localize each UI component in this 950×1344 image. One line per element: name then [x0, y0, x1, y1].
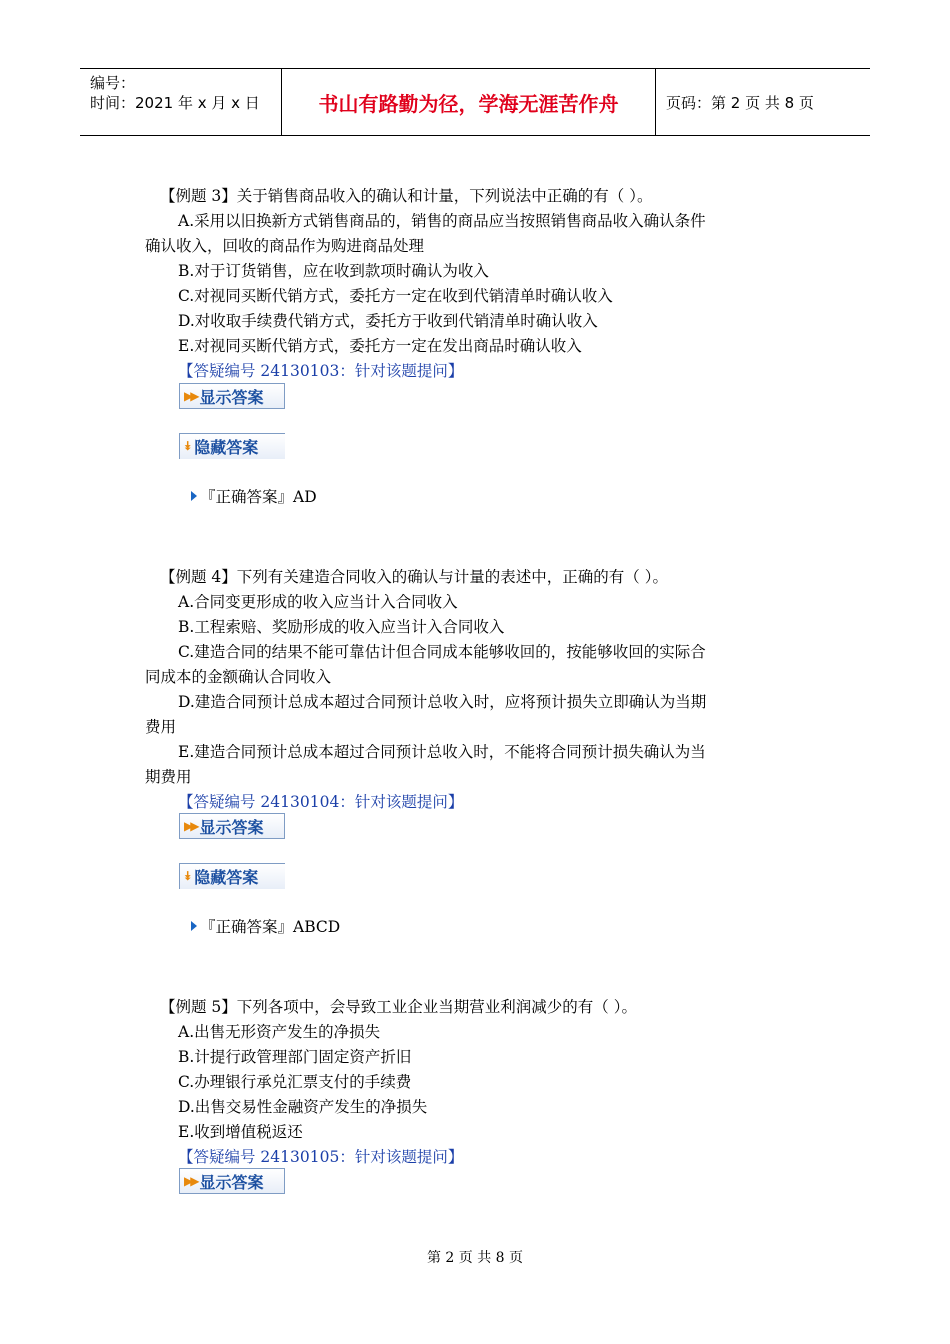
- page-header: [80, 68, 870, 136]
- q4-option-c: C.建造合同的结果不能可靠估计但合同成本能够收回的，按能够收回的实际合: [178, 643, 706, 661]
- q5-show-answer-button[interactable]: [179, 1168, 285, 1194]
- q3-ask-link[interactable]: 【答疑编号 24130103：针对该题提问】: [178, 362, 464, 380]
- q5-ask-link[interactable]: 【答疑编号 24130105：针对该题提问】: [178, 1148, 464, 1166]
- q4-option-d-cont: 费用: [145, 718, 177, 736]
- q4-option-e: E.建造合同预计总成本超过合同预计总收入时，不能将合同预计损失确认为当: [178, 743, 706, 761]
- header-meta: [80, 69, 282, 135]
- header-motto: 书山有路勤为径，学海无涯苦作舟: [282, 69, 656, 135]
- q3-show-answer-button[interactable]: [179, 383, 285, 409]
- q3-option-b: B.对于订货销售，应在收到款项时确认为收入: [178, 262, 489, 280]
- triangle-right-icon: [191, 921, 197, 931]
- q3-option-a: A.采用以旧换新方式销售商品的，销售的商品应当按照销售商品收入确认条件: [178, 212, 706, 230]
- hide-answer-label: 隐藏答案: [194, 438, 259, 457]
- q3-option-c: C.对视同买断代销方式，委托方一定在收到代销清单时确认收入: [178, 287, 613, 305]
- show-answer-label: 显示答案: [199, 387, 264, 407]
- q3-title: 【例题 3】关于销售商品收入的确认和计量，下列说法中正确的有（ ）。: [160, 187, 653, 205]
- q4-hide-answer-button[interactable]: [179, 863, 285, 889]
- q5-option-c: C.办理银行承兑汇票支付的手续费: [178, 1073, 412, 1091]
- q4-option-b: B.工程索赔、奖励形成的收入应当计入合同收入: [178, 618, 505, 636]
- q5-option-b: B.计提行政管理部门固定资产折旧: [178, 1048, 412, 1066]
- hide-answer-label: 隐藏答案: [194, 868, 259, 887]
- q4-option-e-cont: 期费用: [145, 768, 192, 786]
- double-arrow-right-icon: ▶▶: [184, 1174, 197, 1188]
- double-arrow-down-icon: ⯯: [184, 869, 192, 883]
- q4-answer: 『正确答案』ABCD: [191, 917, 340, 937]
- double-arrow-right-icon: ▶▶: [184, 389, 197, 403]
- time-label: 时间：2021 年 x 月 x 日: [90, 94, 260, 112]
- q4-option-a: A.合同变更形成的收入应当计入合同收入: [178, 593, 458, 611]
- q5-option-a: A.出售无形资产发生的净损失: [178, 1023, 381, 1041]
- q5-title: 【例题 5】下列各项中，会导致工业企业当期营业利润减少的有（ ）。: [160, 998, 637, 1016]
- double-arrow-down-icon: ⯯: [184, 439, 192, 453]
- q3-option-d: D.对收取手续费代销方式，委托方于收到代销清单时确认收入: [178, 312, 598, 330]
- page-footer: 第 2 页 共 8 页: [426, 1250, 524, 1266]
- q5-option-d: D.出售交易性金融资产发生的净损失: [178, 1098, 428, 1116]
- q5-option-e: E.收到增值税返还: [178, 1123, 303, 1141]
- double-arrow-right-icon: ▶▶: [184, 819, 197, 833]
- header-page-info: 页码：第 2 页 共 8 页: [666, 93, 814, 112]
- q4-ask-link[interactable]: 【答疑编号 24130104：针对该题提问】: [178, 793, 464, 811]
- q3-option-a-cont: 确认收入，回收的商品作为购进商品处理: [145, 237, 425, 255]
- q3-hide-answer-button[interactable]: [179, 433, 285, 459]
- q4-show-answer-button[interactable]: [179, 813, 285, 839]
- q4-option-c-cont: 同成本的金额确认合同收入: [145, 668, 332, 686]
- triangle-right-icon: [191, 491, 197, 501]
- q4-title: 【例题 4】下列有关建造合同收入的确认与计量的表述中，正确的有（ ）。: [160, 568, 668, 586]
- show-answer-label: 显示答案: [199, 1172, 264, 1192]
- show-answer-label: 显示答案: [199, 817, 264, 837]
- q3-answer: 『正确答案』AD: [191, 487, 317, 507]
- number-label: 编号：: [90, 74, 136, 92]
- q3-option-e: E.对视同买断代销方式，委托方一定在发出商品时确认收入: [178, 337, 582, 355]
- q4-option-d: D.建造合同预计总成本超过合同预计总收入时，应将预计损失立即确认为当期: [178, 693, 707, 711]
